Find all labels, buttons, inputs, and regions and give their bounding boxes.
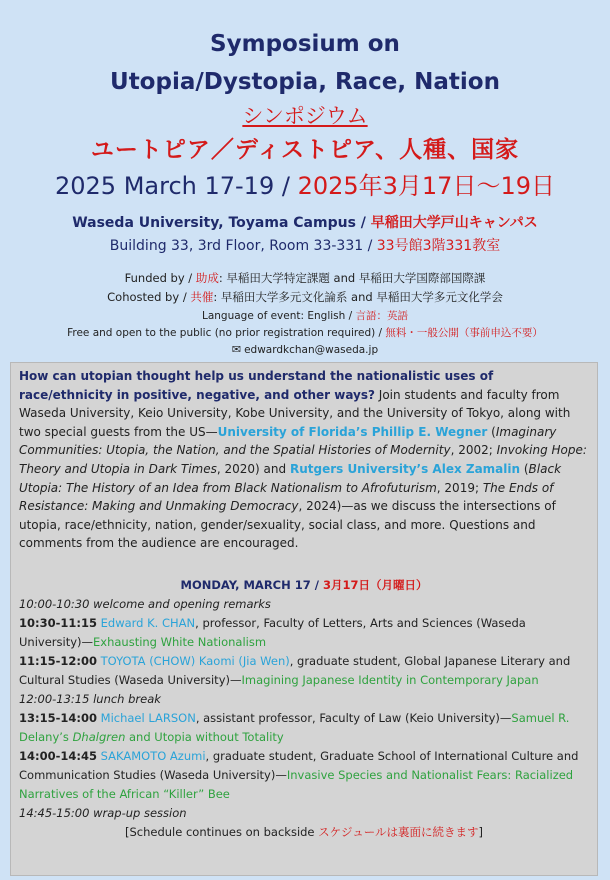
title-jp-main: ユートピア／ディストピア、人種、国家 [90, 137, 520, 163]
envelope-icon: ✉ [231, 343, 242, 356]
funded-text: : 早稲田大学特定課題 and 早稲田大学国際部国際課 [218, 271, 486, 285]
language-jp: 言語：英語 [355, 310, 409, 322]
talk-title-c: and Utopia without Totality [125, 730, 284, 744]
funded-by [0, 270, 610, 286]
language-en: Language of event: English / [201, 310, 356, 322]
schedule-continues [19, 823, 589, 842]
intro-text-2: ( [487, 424, 496, 439]
talk-title: Exhausting White Nationalism [93, 635, 267, 649]
continue-end: ] [478, 825, 483, 839]
schedule-item-lunch: 12:00-13:15 lunch break [19, 692, 161, 706]
session-time: 13:15-14:00 [19, 711, 97, 725]
intro-paragraph [19, 367, 589, 553]
intro-text-3: , 2002; [450, 443, 497, 458]
cohosted-by [0, 289, 610, 305]
schedule-item-sakamoto [19, 747, 589, 804]
session-time: 10:30-11:15 [19, 616, 97, 630]
talk-title-b: Dhalgren [72, 730, 126, 744]
free-line [0, 325, 610, 341]
schedule-item-toyota [19, 652, 589, 690]
talk-title-a: Samuel R. Delany’s [19, 711, 570, 744]
intro-text-4: , 2020) and [216, 461, 290, 476]
intro-text-7: , 2024)—as we discuss the intersections of utopia, race/ethnicity, nation, gender/sexuality, social class, and more. Questions and comments from the audience are encouraged. [19, 499, 556, 551]
book-invoking-hope: Invoking Hope: Theory and Utopia in Dark Times [19, 443, 587, 476]
funded-label: Funded by / [124, 271, 196, 285]
cohosted-text: : 早稲田大学多元文化論系 and 早稲田大学多元文化学会 [213, 290, 503, 304]
intro-question: How can utopian thought help us understand the nationalistic uses of race/ethnicity in positive, negative, and other ways? [19, 369, 494, 402]
guest-zamalin: Rutgers University’s Alex Zamalin [289, 461, 521, 476]
intro-text-6: , 2019; [436, 480, 483, 495]
schedule [19, 576, 589, 842]
speaker-name: TOYOTA (CHOW) Kaomi (Jia Wen) [100, 654, 290, 668]
continue-jp: スケジュールは裏面に続きます [318, 825, 479, 839]
date-jp: 2025年3月17日～19日 [297, 172, 555, 200]
speaker-affiliation: , graduate student, Global Japanese Literary and Cultural Studies (Waseda University)— [19, 654, 571, 687]
day-en: MONDAY, MARCH 17 / [180, 578, 323, 592]
talk-title: Invasive Species and Nationalist Fears: Racialized Narratives of the African “Killer” Bee [19, 768, 574, 801]
event-date [0, 170, 610, 202]
email-link[interactable]: edwardkchan@waseda.jp [244, 344, 379, 356]
language-line [0, 308, 610, 324]
schedule-item-chan [19, 614, 589, 652]
book-imaginary-communities: Imaginary Communities: Utopia, the Nation, and the Spatial Histories of Modernity [19, 424, 557, 458]
talk-title: Imagining Japanese Identity in Contemporary Japan [241, 673, 539, 687]
venue-campus [0, 213, 610, 233]
venue-campus-jp: 早稲田大学戸山キャンパス [370, 215, 538, 231]
title-line-1: Symposium on [210, 31, 400, 57]
speaker-affiliation: , graduate student, Graduate School of International Culture and Communication Studies (Waseda University)— [19, 749, 579, 782]
intro-text-5: ( [520, 461, 529, 476]
venue-room [0, 236, 610, 256]
guest-wegner: University of Florida’s Phillip E. Wegner [217, 424, 488, 439]
description-box [10, 362, 598, 876]
title-jp-symposium: シンポジウム [242, 104, 368, 128]
email-line [0, 342, 610, 358]
venue-room-en: Building 33, 3rd Floor, Room 33-331 / [109, 238, 377, 254]
intro-text-1: Join students and faculty from Waseda University, Keio University, Kobe University, and the University of Tokyo, along with two special guests from the US— [19, 387, 571, 439]
venue-campus-en: Waseda University, Toyama Campus / [72, 215, 371, 231]
schedule-item-opening: 10:00-10:30 welcome and opening remarks [19, 597, 271, 611]
date-en: 2025 March 17-19 / [54, 172, 298, 200]
speaker-name: Michael LARSON [100, 711, 196, 725]
session-time: 14:00-14:45 [19, 749, 97, 763]
speaker-affiliation: , professor, Faculty of Letters, Arts and Sciences (Waseda University)— [19, 616, 526, 649]
cohosted-label-jp: 共催 [190, 290, 214, 304]
speaker-name: Edward K. CHAN [100, 616, 196, 630]
schedule-day-header [19, 576, 589, 595]
continue-en: [Schedule continues on backside [125, 825, 319, 839]
book-black-utopia: Black Utopia: The History of an Idea from Black Nationalism to Afrofuturism [19, 461, 562, 495]
speaker-affiliation: , assistant professor, Faculty of Law (Keio University)— [195, 711, 512, 725]
schedule-item-larson [19, 709, 589, 747]
session-time: 11:15-12:00 [19, 654, 97, 668]
venue-room-jp: 33号館3階331教室 [376, 238, 501, 254]
cohosted-label: Cohosted by / [107, 290, 191, 304]
day-jp: 3月17日（月曜日） [322, 578, 428, 592]
free-en: Free and open to the public (no prior registration required) / [67, 327, 386, 339]
schedule-item-wrapup: 14:45-15:00 wrap-up session [19, 806, 187, 820]
free-jp: 無料・一般公開（事前申込不要） [385, 327, 543, 339]
title-line-2: Utopia/Dystopia, Race, Nation [110, 69, 500, 95]
speaker-name: SAKAMOTO Azumi [100, 749, 206, 763]
book-ends-of-resistance: The Ends of Resistance: Making and Unmaking Democracy [19, 480, 554, 514]
funded-label-jp: 助成 [195, 271, 219, 285]
